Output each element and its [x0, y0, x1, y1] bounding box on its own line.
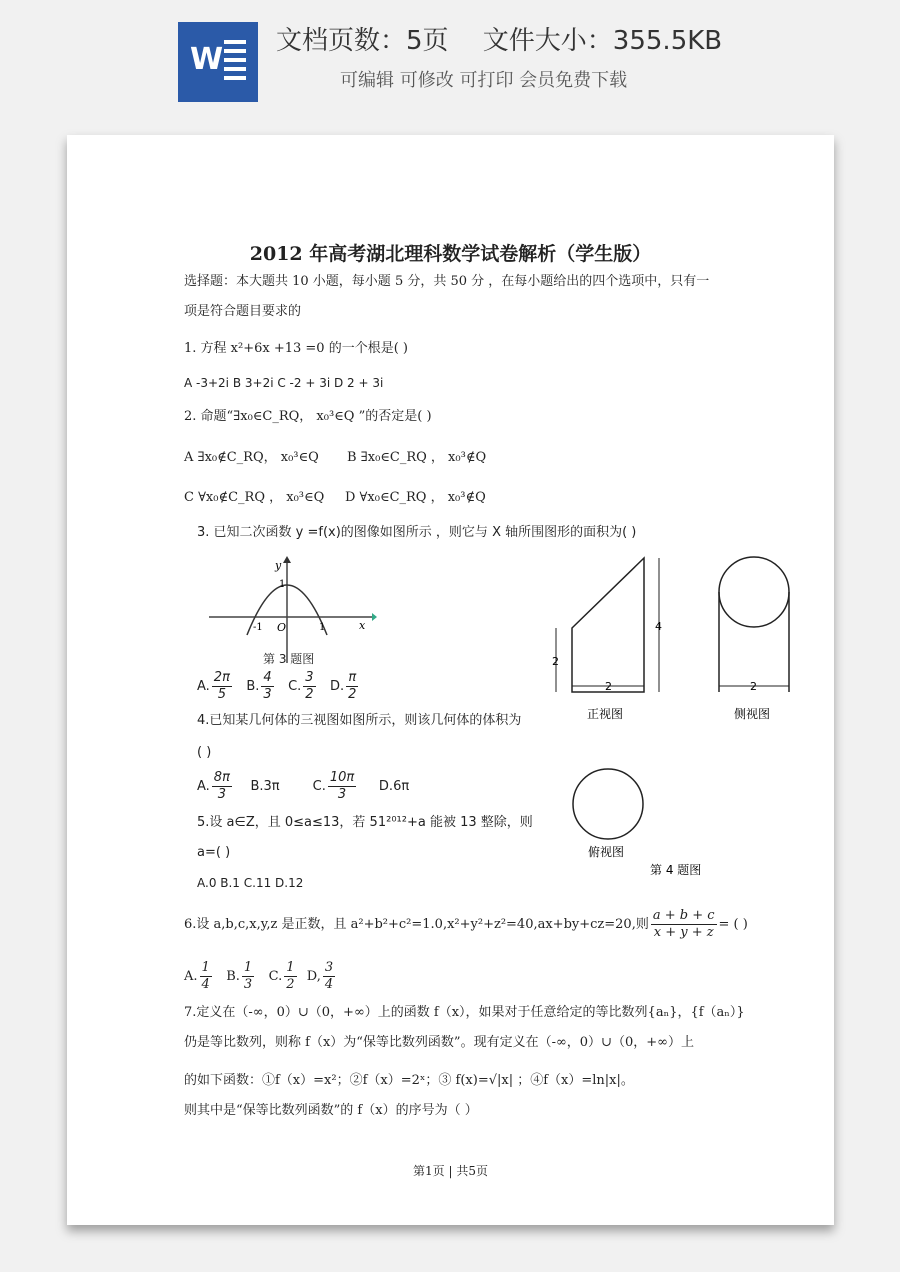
- question-5-options: A.0 B.1 C.11 D.12: [197, 876, 304, 890]
- svg-text:2: 2: [750, 680, 757, 693]
- q3-label-origin: O: [277, 621, 287, 634]
- page-footer: 第1页 | 共5页: [413, 1164, 488, 1178]
- question-3-parabola-figure: [207, 555, 377, 665]
- question-2-option-b: B ∃x₀∈C_RQ ， x₀³∉Q: [347, 450, 487, 465]
- svg-text:2: 2: [552, 655, 559, 668]
- q3-axis-y-label: y: [275, 559, 282, 572]
- question-6: 6.设 a,b,c,x,y,z 是正数，且 a²+b²+c²=1.0,x²+y²+z²=40,ax+by+cz=20,则 $\frac{a + b + c}{x + y + z}$ = ( ): [184, 908, 748, 940]
- question-3-options: A. $\frac{2\pi}{5}$ B. $\frac{4}{3}$ C. $\frac{3}{2}$ D. $\frac{\pi}{2}$: [197, 670, 357, 702]
- question-2-option-c: C ∀x₀∉C_RQ ， x₀³∈Q: [184, 490, 325, 505]
- word-icon-letter: W: [190, 42, 224, 77]
- q3-axis-x-label: x: [359, 619, 366, 632]
- page-title: 2012 年高考湖北理科数学试卷解析（学生版）: [249, 243, 652, 265]
- document-features: 可编辑 可修改 可打印 会员免费下载: [340, 70, 628, 91]
- question-1: 1. 方程 x²+6x +13 =0 的一个根是( ): [184, 341, 408, 356]
- question-2-option-d: D ∀x₀∈C_RQ ， x₀³∉Q: [345, 490, 486, 505]
- question-4-three-view-figure: [542, 550, 802, 880]
- document-info: 文档页数：5页 文件大小：355.5KB: [276, 26, 723, 56]
- intro-line-2: 项是符合题目要求的: [184, 304, 302, 319]
- question-3: 3. 已知二次函数 y =f(x)的图像如图所示 ，则它与 X 轴所围图形的面积为( ): [197, 525, 637, 540]
- question-5-line-1: 5.设 a∈Z，且 0≤a≤13，若 51²⁰¹²+a 能被 13 整除，则: [197, 815, 533, 830]
- side-view-label: 侧视图: [734, 707, 771, 721]
- question-4-paren: ( ): [197, 745, 212, 760]
- question-4: 4.已知某几何体的三视图如图所示，则该几何体的体积为: [197, 713, 522, 728]
- intro-line-1: 选择题：本大题共 10 小题，每小题 5 分，共 50 分 ，在每小题给出的四个选项中，只有一: [184, 274, 710, 289]
- question-5-line-2: a=( ): [197, 845, 231, 860]
- question-4-options: A. $\frac{8\pi}{3}$ B.3π C. $\frac{10\pi}{3}$ D.6π: [197, 770, 410, 802]
- document-page: [67, 135, 834, 1225]
- q3-label-1: 1: [279, 579, 286, 590]
- question-2: 2. 命题“∃x₀∈C_RQ， x₀³∈Q ”的否定是( ): [184, 409, 432, 424]
- question-7-line-2: 仍是等比数列，则称 f（x）为“保等比数列函数”。现有定义在（-∞，0）∪（0，+∞）上: [184, 1035, 694, 1050]
- svg-text:2: 2: [605, 680, 612, 693]
- q3-label-neg1: -1: [253, 622, 263, 633]
- front-view-label: 正视图: [587, 707, 624, 721]
- q3-figure-caption: 第 3 题图: [263, 652, 315, 666]
- question-7-line-1: 7.定义在（-∞，0）∪（0，+∞）上的函数 f（x），如果对于任意给定的等比数列{aₙ}，{f（aₙ）}: [184, 1005, 745, 1020]
- question-2-option-a: A ∃x₀∉C_RQ， x₀³∈Q: [184, 450, 319, 465]
- question-7-line-3: 的如下函数：①f（x）=x²；②f（x）=2ˣ；③ f(x)=√|x| ；④f（x）=ln|x|。: [184, 1073, 634, 1088]
- question-1-options: A -3+2i B 3+2i C -2 + 3i D 2 + 3i: [184, 376, 384, 390]
- q4-figure-caption: 第 4 题图: [650, 863, 702, 877]
- question-7-line-4: 则其中是“保等比数列函数”的 f（x）的序号为（ ）: [184, 1103, 478, 1118]
- word-document-icon: [178, 22, 258, 102]
- download-header: [0, 0, 900, 120]
- svg-text:4: 4: [655, 620, 662, 633]
- question-6-options: A. $\frac{1}{4}$ B. $\frac{1}{3}$ C. $\frac{1}{2}$ D, $\frac{3}{4}$: [184, 960, 334, 992]
- q3-label-x1: 1: [319, 622, 326, 633]
- top-view-label: 俯视图: [588, 845, 625, 859]
